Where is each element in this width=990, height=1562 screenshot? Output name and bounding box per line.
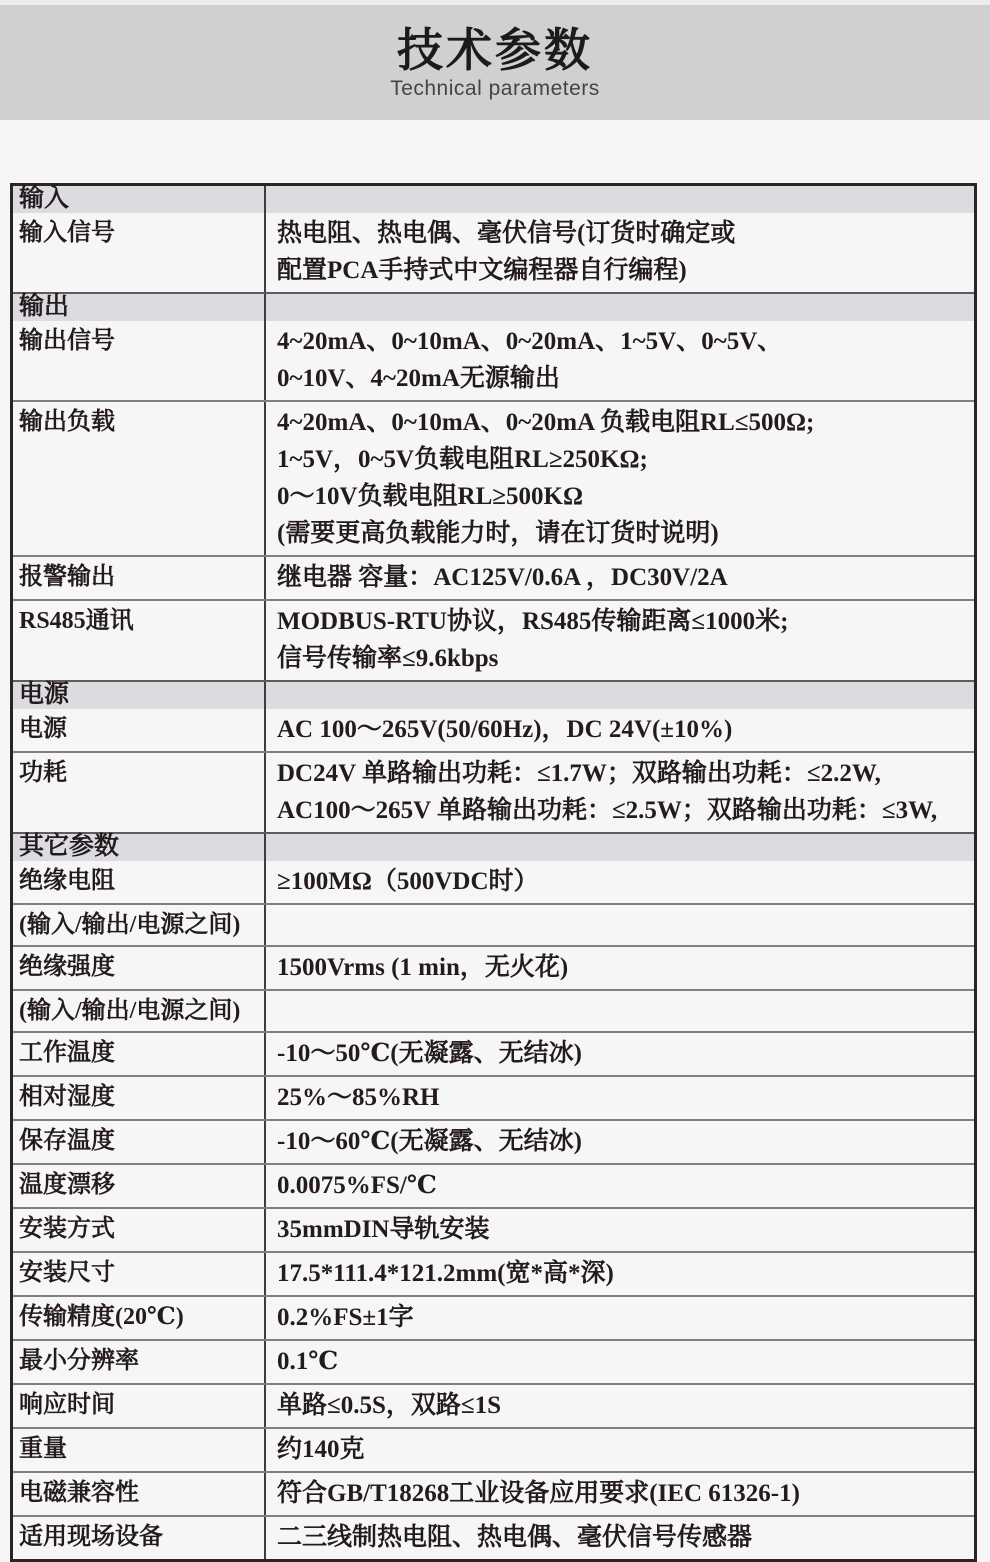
table-row [13, 1031, 974, 1075]
param-value [266, 682, 974, 709]
param-label: 温度漂移 [13, 1165, 266, 1207]
param-value-line: 二三线制热电阻、热电偶、毫伏信号传感器 [277, 1524, 753, 1551]
param-label: 功耗 [13, 753, 266, 832]
param-value [266, 1297, 974, 1339]
param-value-line: 17.5*111.4*121.2mm(宽*高*深) [277, 1260, 614, 1287]
table-row [13, 903, 974, 945]
param-label: 报警输出 [13, 557, 266, 599]
table-row [13, 1339, 974, 1383]
table-row [13, 1251, 974, 1295]
section-row [13, 292, 974, 321]
param-label: 输出负载 [13, 402, 266, 555]
param-label: 电磁兼容性 [13, 1473, 266, 1515]
param-label: 输出信号 [13, 321, 266, 400]
param-value [266, 1517, 974, 1559]
table-row [13, 555, 974, 599]
param-value-line: AC 100～265V(50/60Hz)，DC 24V(±10%) [277, 716, 733, 743]
param-value [266, 1341, 974, 1383]
param-label: 电源 [13, 709, 266, 751]
param-value-line: 单路≤0.5S，双路≤1S [277, 1392, 501, 1419]
param-value-line: 配置PCA手持式中文编程器自行编程) [277, 257, 687, 284]
section-label: 电源 [13, 682, 266, 709]
param-value [266, 753, 974, 832]
table-row [13, 1163, 974, 1207]
param-value-line: 25%～85%RH [277, 1084, 440, 1111]
page-title: 技术参数 [397, 23, 593, 76]
param-value-line: ≥100MΩ（500VDC时） [277, 868, 539, 895]
table-row [13, 1471, 974, 1515]
param-label: 相对湿度 [13, 1077, 266, 1119]
table-row [13, 213, 974, 292]
param-value [266, 1429, 974, 1471]
param-value-line: -10～50℃(无凝露、无结冰) [277, 1040, 582, 1067]
table-row [13, 1119, 974, 1163]
param-value-line: 1~5V，0~5V负载电阻RL≥250KΩ; [277, 446, 648, 473]
section-label: 输入 [13, 186, 266, 213]
param-value-line: AC100～265V 单路输出功耗：≤2.5W；双路输出功耗：≤3W, [277, 797, 938, 824]
param-value-line: 0～10V负载电阻RL≥500KΩ [277, 483, 583, 510]
param-value-line: 4~20mA、0~10mA、0~20mA 负载电阻RL≤500Ω; [277, 409, 815, 436]
section-row [13, 832, 974, 861]
title-band [0, 5, 990, 120]
table-row [13, 400, 974, 555]
param-label: 工作温度 [13, 1033, 266, 1075]
table-row [13, 1295, 974, 1339]
param-label: (输入/输出/电源之间) [13, 905, 266, 945]
param-label: (输入/输出/电源之间) [13, 991, 266, 1031]
section-row [13, 680, 974, 709]
param-value [266, 402, 974, 555]
page-subtitle: Technical parameters [390, 76, 600, 100]
table-row [13, 599, 974, 680]
param-value-line: 0.2%FS±1字 [277, 1304, 414, 1331]
table-row [13, 989, 974, 1031]
table-row [13, 709, 974, 751]
param-value-line: DC24V 单路输出功耗：≤1.7W；双路输出功耗：≤2.2W, [277, 760, 881, 787]
param-value [266, 1033, 974, 1075]
param-label: 响应时间 [13, 1385, 266, 1427]
param-value [266, 321, 974, 400]
param-value-line: 1500Vrms (1 min，无火花) [277, 954, 569, 981]
param-value [266, 1165, 974, 1207]
param-label: 安装方式 [13, 1209, 266, 1251]
param-label: 重量 [13, 1429, 266, 1471]
param-value-line: 0.0075%FS/℃ [277, 1172, 437, 1199]
param-value-line: 35mmDIN导轨安装 [277, 1216, 490, 1243]
param-value-line: 约140克 [277, 1436, 365, 1463]
section-row [13, 186, 974, 213]
param-value-line: 信号传输率≤9.6kbps [277, 645, 499, 672]
param-value [266, 601, 974, 680]
param-value [266, 1385, 974, 1427]
param-value [266, 1077, 974, 1119]
param-label: 保存温度 [13, 1121, 266, 1163]
param-value [266, 991, 974, 1031]
param-value [266, 186, 974, 213]
table-row [13, 945, 974, 989]
param-value [266, 1209, 974, 1251]
param-label: 适用现场设备 [13, 1517, 266, 1559]
param-value-line: 4~20mA、0~10mA、0~20mA、1~5V、0~5V、 [277, 328, 783, 355]
param-value-line: 符合GB/T18268工业设备应用要求(IEC 61326-1) [277, 1480, 800, 1507]
param-value [266, 1253, 974, 1295]
param-value-line: 0.1℃ [277, 1348, 339, 1375]
param-value-line: 继电器 容量：AC125V/0.6A ，DC30V/2A [277, 564, 728, 591]
section-label: 输出 [13, 294, 266, 321]
param-label: 传输精度(20℃) [13, 1297, 266, 1339]
table-row [13, 861, 974, 903]
param-label: 安装尺寸 [13, 1253, 266, 1295]
spec-table [10, 183, 977, 1562]
param-value [266, 947, 974, 989]
param-label: RS485通讯 [13, 601, 266, 680]
param-label: 输入信号 [13, 213, 266, 292]
param-value [266, 1121, 974, 1163]
param-value-line: MODBUS-RTU协议，RS485传输距离≤1000米; [277, 608, 789, 635]
param-value [266, 861, 974, 903]
param-value [266, 294, 974, 321]
param-value-line: (需要更高负载能力时，请在订货时说明) [277, 520, 719, 547]
section-label: 其它参数 [13, 834, 266, 861]
param-value [266, 557, 974, 599]
table-row [13, 1075, 974, 1119]
param-value [266, 905, 974, 945]
param-value [266, 213, 974, 292]
table-row [13, 1383, 974, 1427]
table-row [13, 1207, 974, 1251]
param-label: 绝缘强度 [13, 947, 266, 989]
param-value [266, 834, 974, 861]
table-row [13, 321, 974, 400]
table-row [13, 751, 974, 832]
param-value [266, 709, 974, 751]
param-value-line: 热电阻、热电偶、毫伏信号(订货时确定或 [277, 220, 736, 247]
param-value-line: -10～60℃(无凝露、无结冰) [277, 1128, 582, 1155]
param-label: 绝缘电阻 [13, 861, 266, 903]
param-value-line: 0~10V、4~20mA无源输出 [277, 365, 560, 392]
table-row [13, 1515, 974, 1559]
table-row [13, 1427, 974, 1471]
param-value [266, 1473, 974, 1515]
param-label: 最小分辨率 [13, 1341, 266, 1383]
